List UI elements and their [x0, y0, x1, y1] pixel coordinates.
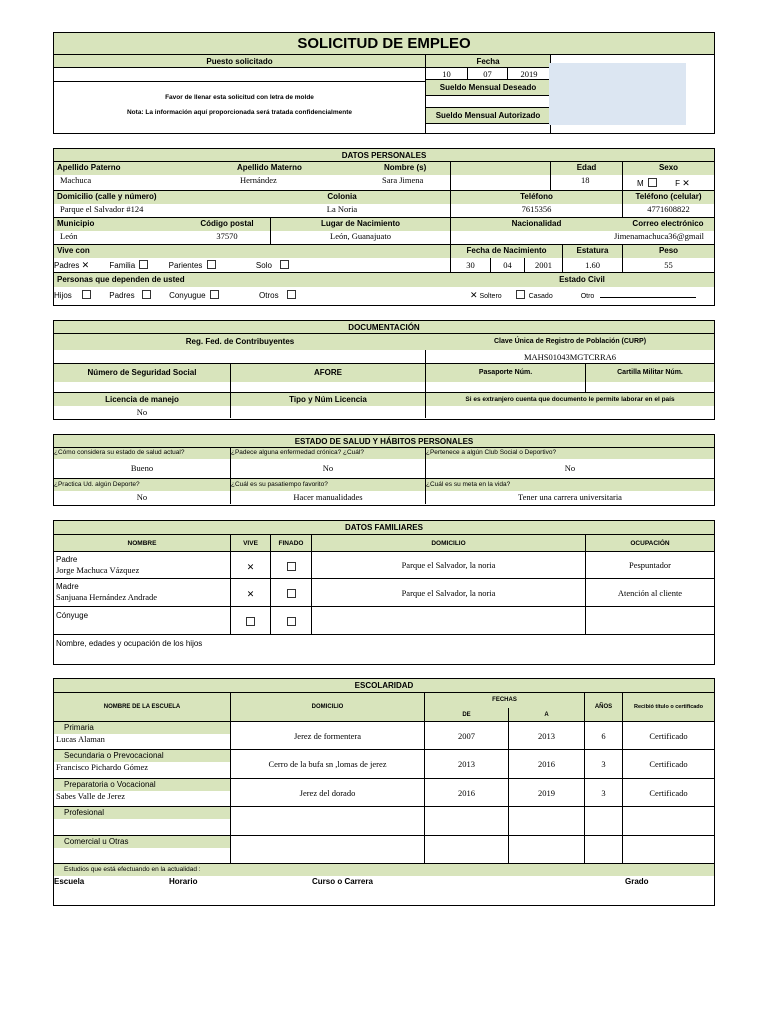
- salud-q1: ¿Cómo considera su estado de salud actual?: [54, 448, 231, 459]
- celular-value[interactable]: 4771608822: [622, 204, 714, 218]
- salud-q2: ¿Padece alguna enfermedad crónica? ¿Cuál?: [231, 448, 426, 459]
- escolaridad-titulo-cell[interactable]: Certificado: [623, 779, 714, 807]
- nota-letra-molde: Favor de llenar esta solicitud con letra de molde: [165, 94, 314, 101]
- padre-vive-checked-icon[interactable]: ✕: [231, 552, 271, 579]
- madre-label: Madre: [56, 582, 79, 591]
- escolaridad-titulo-cell[interactable]: [623, 807, 714, 835]
- domicilio-label: Domicilio (calle y número): [54, 191, 234, 204]
- sueldo-autorizado-label: Sueldo Mensual Autorizado: [426, 108, 550, 124]
- puesto-label: Puesto solicitado: [54, 55, 426, 68]
- dependen-label: Personas que dependen de usted: [54, 273, 450, 287]
- datos-personales-section: [53, 148, 715, 306]
- fecha-anio[interactable]: 2019: [508, 68, 550, 80]
- estado-civil-options: [450, 287, 714, 304]
- madre-nombre: Sanjuana Hernández Andrade: [56, 592, 158, 602]
- salud-q4: ¿Practica Ud. algún Deporte?: [54, 479, 231, 491]
- nss-field[interactable]: [54, 382, 231, 393]
- curp-value[interactable]: MAHS01043MGTCRRA6: [426, 350, 714, 364]
- telefono-label: Teléfono: [450, 191, 622, 204]
- escolaridad-domicilio-cell[interactable]: Cerro de la bufa sn ,lomas de jerez: [231, 750, 425, 778]
- cartilla-label: Cartilla Militar Núm.: [586, 364, 714, 382]
- rfc-label: Reg. Fed. de Contribuyentes: [54, 334, 426, 350]
- dep-padres-checkbox[interactable]: [142, 290, 151, 299]
- tipo-licencia-label: Tipo y Núm Licencia: [231, 393, 426, 406]
- vive-padres-label: Padres: [54, 261, 80, 270]
- puesto-field[interactable]: [54, 68, 426, 82]
- vive-solo-checkbox[interactable]: [280, 260, 289, 269]
- form-title-bar: [54, 33, 714, 55]
- notes-box: [54, 82, 426, 133]
- divider: [450, 162, 451, 273]
- apellido-materno-value[interactable]: Hernández: [234, 175, 364, 191]
- conyuge-vive-checkbox[interactable]: [231, 607, 271, 635]
- escolaridad-a-cell[interactable]: [509, 807, 585, 835]
- madre-finado-checkbox[interactable]: [271, 579, 312, 607]
- grado-label: Grado: [625, 877, 649, 886]
- nivel-label: Profesional: [54, 807, 230, 819]
- padre-ocupacion[interactable]: Pespuntador: [586, 552, 714, 579]
- conyuge-label: Cónyuge: [56, 611, 89, 620]
- vive-parientes-label: Parientes: [168, 261, 203, 270]
- escuela-cell[interactable]: [54, 779, 231, 807]
- escuela-cell[interactable]: [54, 750, 231, 778]
- col-de: DE: [425, 708, 509, 722]
- nivel-label: Primaria: [54, 722, 230, 734]
- sexo-f-label: F: [675, 179, 681, 188]
- escolaridad-de-cell[interactable]: 2016: [425, 779, 509, 807]
- section-title: ESCOLARIDAD: [54, 679, 714, 693]
- ec-otro-label: Otro: [580, 293, 595, 300]
- nacionalidad-label: Nacionalidad: [450, 218, 622, 231]
- salud-q6: ¿Cuál es su meta en la vida?: [426, 479, 714, 491]
- sexo-options: [622, 175, 714, 191]
- escolaridad-a-cell[interactable]: 2019: [509, 779, 585, 807]
- escolaridad-domicilio-cell[interactable]: [231, 807, 425, 835]
- peso-label: Peso: [622, 245, 714, 258]
- licencia-value[interactable]: No: [54, 406, 231, 418]
- salud-a5[interactable]: Hacer manualidades: [231, 491, 426, 504]
- section-title: ESTADO DE SALUD Y HÁBITOS PERSONALES: [54, 435, 714, 448]
- municipio-label: Municipio: [54, 218, 184, 231]
- escolaridad-a-cell[interactable]: [509, 836, 585, 864]
- tipo-licencia-field[interactable]: [231, 406, 426, 418]
- col-nombre: NOMBRE: [54, 535, 231, 552]
- nss-label: Número de Seguridad Social: [54, 364, 231, 382]
- apellido-paterno-label: Apellido Paterno: [54, 162, 234, 175]
- dep-hijos-checkbox[interactable]: [82, 290, 91, 299]
- apellido-materno-label: Apellido Materno: [234, 162, 364, 175]
- conyuge-ocupacion-field[interactable]: [586, 607, 714, 635]
- col-escuela: NOMBRE DE LA ESCUELA: [54, 693, 231, 722]
- salud-section: [53, 434, 715, 506]
- cartilla-field[interactable]: [586, 382, 714, 393]
- salud-a1[interactable]: Bueno: [54, 459, 231, 479]
- dep-conyugue-label: Conyugue: [169, 291, 206, 300]
- fn-anio-value[interactable]: 2001: [524, 258, 562, 273]
- ec-otro-field[interactable]: [600, 289, 696, 298]
- escuela-nombre: Francisco Pichardo Gómez: [56, 762, 149, 773]
- nombres-label: Nombre (s): [364, 162, 550, 175]
- col-titulo: Recibió título o certificado: [623, 693, 714, 722]
- dep-hijos-label: Hijos: [54, 291, 72, 300]
- escolaridad-titulo-cell[interactable]: Certificado: [623, 750, 714, 778]
- afore-label: AFORE: [231, 364, 426, 382]
- nivel-label: Preparatoria o Vocacional: [54, 779, 230, 791]
- ec-soltero-label: Soltero: [479, 293, 502, 300]
- apellido-paterno-value[interactable]: Machuca: [54, 175, 234, 191]
- colonia-value[interactable]: La Noria: [234, 204, 450, 218]
- madre-ocupacion[interactable]: Atención al cliente: [586, 579, 714, 607]
- escolaridad-de-cell[interactable]: [425, 807, 509, 835]
- dep-padres-label: Padres: [109, 291, 135, 300]
- estudios-actuales-field[interactable]: [54, 888, 714, 904]
- col-domicilio: DOMICILIO: [312, 535, 586, 552]
- cp-label: Código postal: [184, 218, 270, 231]
- salud-a4[interactable]: No: [54, 491, 231, 504]
- lugar-nac-value[interactable]: León, Guanajuato: [270, 231, 450, 245]
- nivel-label: Secundaria o Prevocacional: [54, 750, 230, 762]
- vive-parientes-checkbox[interactable]: [207, 260, 216, 269]
- vive-con-label: Vive con: [54, 245, 450, 258]
- col-a: A: [509, 708, 585, 722]
- correo-label: Correo electrónico: [622, 218, 714, 231]
- padre-domicilio[interactable]: Parque el Salvador, la noria: [312, 552, 586, 579]
- escuela-actual-label: Escuela: [54, 877, 85, 886]
- fecha-nac-label: Fecha de Nacimiento: [450, 245, 562, 258]
- edad-value[interactable]: 18: [550, 175, 622, 191]
- licencia-label: Licencia de manejo: [54, 393, 231, 406]
- correo-value[interactable]: Jimenamachuca36@gmail: [554, 231, 714, 245]
- madre-vive-checked-icon[interactable]: ✕: [231, 579, 271, 607]
- escolaridad-anios-cell[interactable]: 3: [585, 750, 623, 778]
- escolaridad-domicilio-cell[interactable]: Jerez del dorado: [231, 779, 425, 807]
- padre-nombre: Jorge Machuca Vázquez: [56, 565, 140, 575]
- salud-q3: ¿Pertenece a algún Club Social o Deportivo?: [426, 448, 714, 459]
- table-row-conyuge[interactable]: [54, 607, 231, 635]
- escolaridad-titulo-cell[interactable]: Certificado: [623, 722, 714, 750]
- sueldo-deseado-field[interactable]: [426, 96, 550, 108]
- estado-civil-label: Estado Civil: [450, 273, 714, 287]
- edad-label: Edad: [550, 162, 622, 175]
- col-domicilio: DOMICILIO: [231, 693, 425, 722]
- lugar-nac-label: Lugar de Nacimiento: [270, 218, 450, 231]
- ec-casado-label: Casado: [528, 293, 553, 300]
- escolaridad-de-cell[interactable]: 2013: [425, 750, 509, 778]
- escolaridad-de-cell[interactable]: [425, 836, 509, 864]
- col-fechas: FECHAS: [425, 693, 585, 708]
- sexo-m-label: M: [637, 179, 644, 188]
- form-title: SOLICITUD DE EMPLEO: [297, 35, 471, 52]
- documentacion-section: [53, 320, 715, 420]
- fecha-label: Fecha: [426, 55, 550, 68]
- vive-familia-checkbox[interactable]: [139, 260, 148, 269]
- estatura-label: Estatura: [562, 245, 622, 258]
- table-row-padre-nombre[interactable]: [54, 552, 231, 579]
- escolaridad-domicilio-cell[interactable]: Jerez de formentera: [231, 722, 425, 750]
- municipio-value[interactable]: León: [54, 231, 184, 245]
- sueldo-autorizado-field[interactable]: [426, 124, 550, 133]
- pasaporte-field[interactable]: [426, 382, 586, 393]
- fecha-dia[interactable]: 10: [426, 68, 468, 80]
- escolaridad-anios-cell[interactable]: [585, 807, 623, 835]
- header-section: [53, 32, 715, 134]
- escolaridad-anios-cell[interactable]: 6: [585, 722, 623, 750]
- table-row-madre-nombre[interactable]: [54, 579, 231, 607]
- pasaporte-label: Pasaporte Núm.: [426, 364, 586, 382]
- escolaridad-anios-cell[interactable]: 3: [585, 779, 623, 807]
- sueldo-deseado-label: Sueldo Mensual Deseado: [426, 80, 550, 96]
- salud-q5: ¿Cuál es su pasatiempo favorito?: [231, 479, 426, 491]
- familiares-section: [53, 520, 715, 665]
- ec-soltero-checked-icon[interactable]: ✕: [470, 290, 478, 300]
- sexo-f-checked-icon[interactable]: ✕: [682, 178, 690, 188]
- hijos-field[interactable]: [54, 635, 714, 663]
- escolaridad-section: [53, 678, 715, 906]
- section-title: DATOS FAMILIARES: [54, 521, 714, 535]
- dependen-options: [54, 287, 450, 304]
- nota-confidencial: Nota: La información aquí proporcionada será tratada confidencialmente: [126, 109, 352, 116]
- ec-casado-checkbox[interactable]: [516, 290, 525, 299]
- escolaridad-a-cell[interactable]: 2016: [509, 750, 585, 778]
- extranjero-field[interactable]: [426, 406, 714, 418]
- section-title: DOCUMENTACIÓN: [54, 321, 714, 334]
- hijos-label: Nombre, edades y ocupación de los hijos: [56, 639, 203, 648]
- salud-a6[interactable]: Tener una carrera universitaria: [518, 492, 622, 502]
- fn-dia-value[interactable]: 30: [450, 258, 490, 273]
- dep-conyugue-checkbox[interactable]: [210, 290, 219, 299]
- salud-a2[interactable]: No: [231, 459, 426, 479]
- vive-solo-label: Solo: [255, 261, 272, 270]
- dep-otros-label: Otros: [259, 291, 279, 300]
- rfc-field[interactable]: [54, 350, 426, 364]
- col-anios: AÑOS: [585, 693, 623, 722]
- domicilio-value[interactable]: Parque el Salvador #124: [54, 204, 234, 218]
- col-ocupacion: OCUPACIÓN: [586, 535, 714, 552]
- nombres-value[interactable]: Sara Jimena: [364, 175, 550, 191]
- conyuge-finado-checkbox[interactable]: [271, 607, 312, 635]
- salud-a3[interactable]: No: [426, 459, 714, 479]
- peso-value[interactable]: 55: [622, 258, 714, 273]
- padre-label: Padre: [56, 555, 78, 564]
- padre-finado-checkbox[interactable]: [271, 552, 312, 579]
- escolaridad-a-cell[interactable]: 2013: [509, 722, 585, 750]
- telefono-value[interactable]: 7615356: [450, 204, 622, 218]
- fn-mes-value[interactable]: 04: [490, 258, 524, 273]
- curp-label: Clave Única de Registro de Población (CURP): [426, 334, 714, 350]
- section-title: DATOS PERSONALES: [54, 149, 714, 162]
- extranjero-label: Si es extranjero cuenta que documento le permite laborar en el país: [426, 393, 714, 406]
- escuela-nombre: Sabes Valle de Jerez: [56, 790, 125, 801]
- escuela-nombre: Lucas Alaman: [56, 734, 105, 744]
- celular-label: Teléfono (celular): [622, 191, 714, 204]
- escolaridad-titulo-cell[interactable]: [623, 836, 714, 864]
- sexo-label: Sexo: [622, 162, 714, 175]
- escolaridad-domicilio-cell[interactable]: [231, 836, 425, 864]
- vive-con-options: [54, 258, 450, 273]
- afore-field[interactable]: [231, 382, 426, 393]
- dep-otros-checkbox[interactable]: [287, 290, 296, 299]
- escolaridad-anios-cell[interactable]: [585, 836, 623, 864]
- col-finado: FINADO: [271, 535, 312, 552]
- conyuge-domicilio-field[interactable]: [312, 607, 586, 635]
- escuela-cell[interactable]: [54, 722, 231, 750]
- photo-box[interactable]: [549, 63, 686, 125]
- escuela-cell[interactable]: [54, 836, 231, 864]
- estudios-actuales-label: Estudios que está efectuando en la actualidad :: [54, 864, 714, 876]
- estatura-value[interactable]: 1.60: [562, 258, 622, 273]
- sexo-m-checkbox[interactable]: [648, 178, 657, 187]
- vive-padres-checked-icon[interactable]: ✕: [81, 260, 90, 270]
- fecha-mes[interactable]: 07: [468, 68, 508, 80]
- col-vive: VIVE: [231, 535, 271, 552]
- curso-label: Curso o Carrera: [312, 877, 373, 886]
- escolaridad-de-cell[interactable]: 2007: [425, 722, 509, 750]
- horario-label: Horario: [169, 877, 198, 886]
- escuela-cell[interactable]: [54, 807, 231, 835]
- nivel-label: Comercial u Otras: [54, 836, 230, 848]
- cp-value[interactable]: 37570: [184, 231, 270, 245]
- madre-domicilio[interactable]: Parque el Salvador, la noria: [312, 579, 586, 607]
- vive-familia-label: Familia: [109, 261, 136, 270]
- colonia-label: Colonia: [234, 191, 450, 204]
